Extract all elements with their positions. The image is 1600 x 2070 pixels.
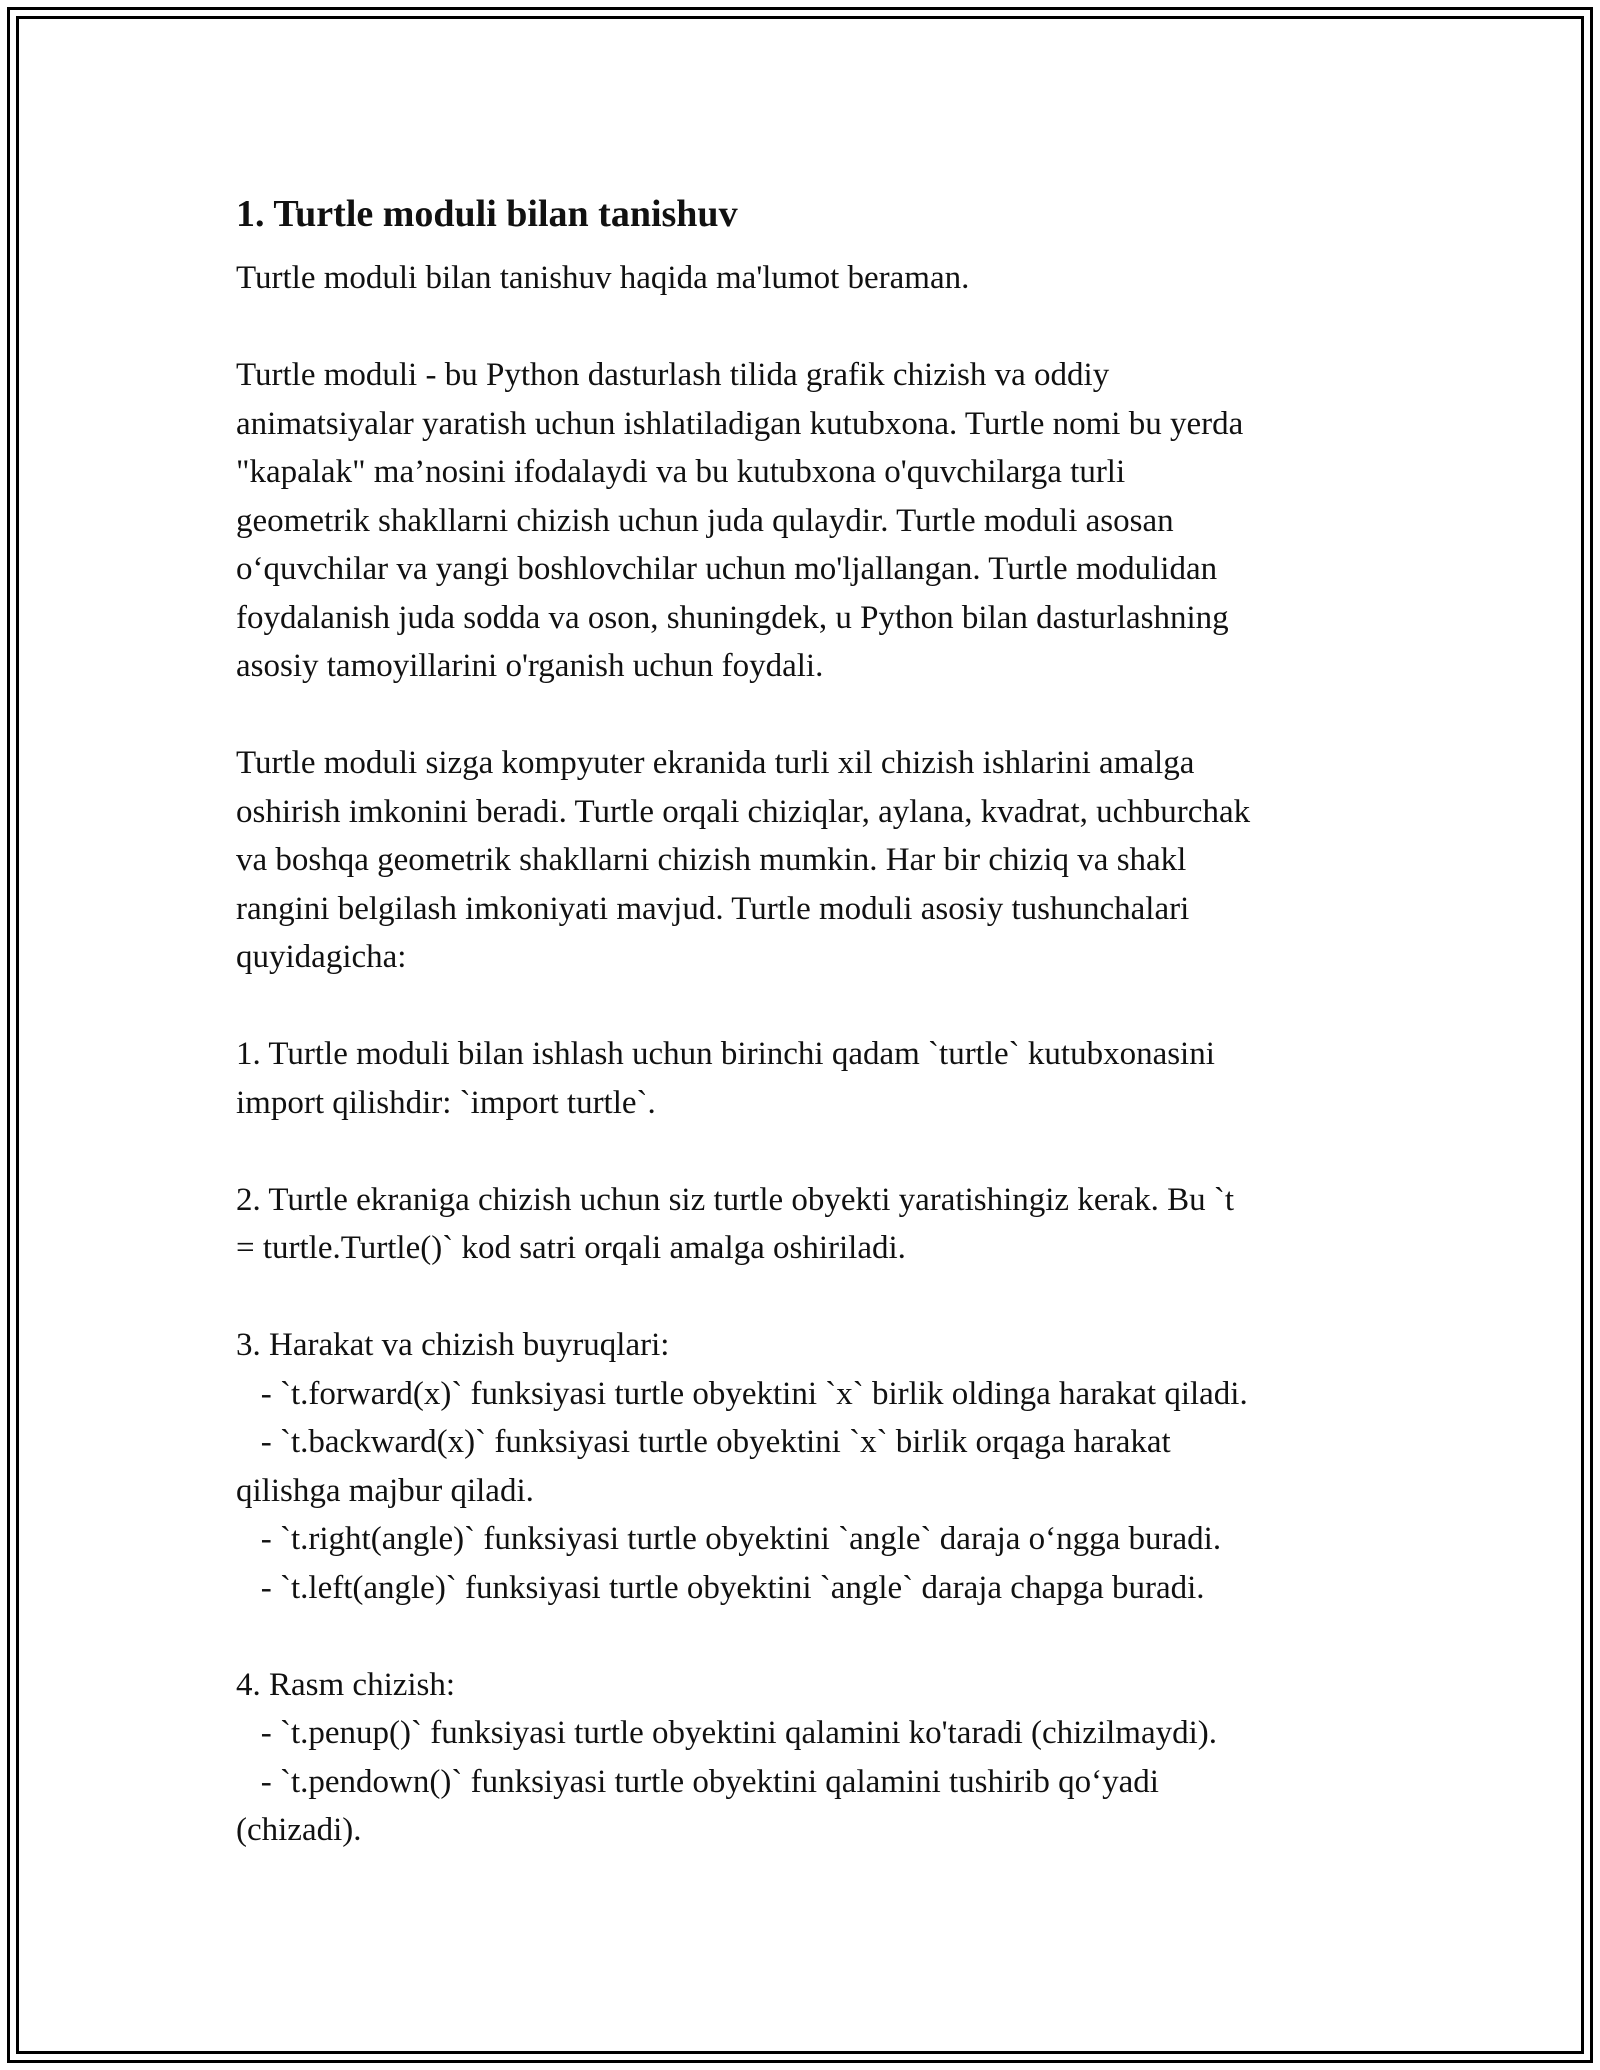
paragraph-gap	[236, 982, 1386, 1031]
paragraph-gap	[236, 1127, 1386, 1176]
text-line: - `t.penup()` funksiyasi turtle obyektini qalamini ko'taradi (chizilmaydi).	[236, 1715, 1218, 1751]
paragraph-gap	[236, 303, 1386, 352]
page-title: 1. Turtle moduli bilan tanishuv	[236, 193, 738, 235]
text-line: - `t.backward(x)` funksiyasi turtle obyektini `x` birlik orqaga harakat	[236, 1424, 1171, 1460]
paragraph	[236, 1661, 1386, 1855]
text-line: Turtle moduli - bu Python dasturlash tilida grafik chizish va oddiy	[236, 357, 1110, 393]
paragraph-gap	[236, 1273, 1386, 1322]
text-line: - `t.left(angle)` funksiyasi turtle obyektini `angle` daraja chapga buradi.	[236, 1569, 1205, 1606]
paragraph	[236, 739, 1386, 982]
text-line: o‘quvchilar va yangi boshlovchilar uchun mo'ljallangan. Turtle modulidan	[236, 551, 1218, 587]
paragraph-gap	[236, 1612, 1386, 1661]
text-line: - `t.forward(x)` funksiyasi turtle obyektini `x` birlik oldinga harakat qiladi.	[236, 1375, 1248, 1412]
text-line: (chizadi).	[236, 1812, 362, 1848]
text-line: "kapalak" ma’nosini ifodalaydi va bu kutubxona o'quvchilarga turli	[236, 454, 1126, 490]
paragraph	[236, 1176, 1386, 1273]
text-line: Turtle moduli sizga kompyuter ekranida turli xil chizish ishlarini amalga	[236, 745, 1195, 781]
text-line: import qilishdir: `import turtle`.	[236, 1084, 656, 1121]
paragraph	[236, 351, 1386, 691]
text-line: - `t.pendown()` funksiyasi turtle obyektini qalamini tushirib qo‘yadi	[236, 1763, 1159, 1800]
text-line: asosiy tamoyillarini o'rganish uchun foydali.	[236, 648, 824, 684]
paragraph	[236, 1030, 1386, 1127]
text-line: - `t.right(angle)` funksiyasi turtle obyektini `angle` daraja o‘ngga buradi.	[236, 1521, 1222, 1557]
text-line: 4. Rasm chizish:	[236, 1666, 456, 1703]
text-line: quyidagicha:	[236, 939, 407, 975]
text-line: rangini belgilash imkoniyati mavjud. Turtle moduli asosiy tushunchalari	[236, 890, 1190, 927]
text-line: animatsiyalar yaratish uchun ishlatiladigan kutubxona. Turtle nomi bu yerda	[236, 405, 1244, 442]
document-body	[236, 254, 1386, 1855]
text-line: geometrik shakllarni chizish uchun juda qulaydir. Turtle moduli asosan	[236, 502, 1174, 539]
paragraph-gap	[236, 691, 1386, 740]
paragraph	[236, 1321, 1386, 1612]
text-line: 1. Turtle moduli bilan ishlash uchun birinchi qadam `turtle` kutubxonasini	[236, 1036, 1215, 1072]
text-line: 3. Harakat va chizish buyruqlari:	[236, 1327, 670, 1363]
text-line: foydalanish juda sodda va oson, shuningdek, u Python bilan dasturlashning	[236, 599, 1229, 636]
text-line: Turtle moduli bilan tanishuv haqida ma'lumot beraman.	[236, 260, 970, 296]
text-line: oshirish imkonini beradi. Turtle orqali chiziqlar, aylana, kvadrat, uchburchak	[236, 793, 1251, 830]
document-content	[236, 186, 1386, 1855]
text-line: = turtle.Turtle()` kod satri orqali amalga oshiriladi.	[236, 1230, 906, 1266]
text-line: qilishga majbur qiladi.	[236, 1472, 534, 1509]
text-line: 2. Turtle ekraniga chizish uchun siz turtle obyekti yaratishingiz kerak. Bu `t	[236, 1181, 1235, 1218]
paragraph	[236, 254, 1386, 303]
text-line: va boshqa geometrik shakllarni chizish mumkin. Har bir chiziq va shakl	[236, 842, 1187, 878]
